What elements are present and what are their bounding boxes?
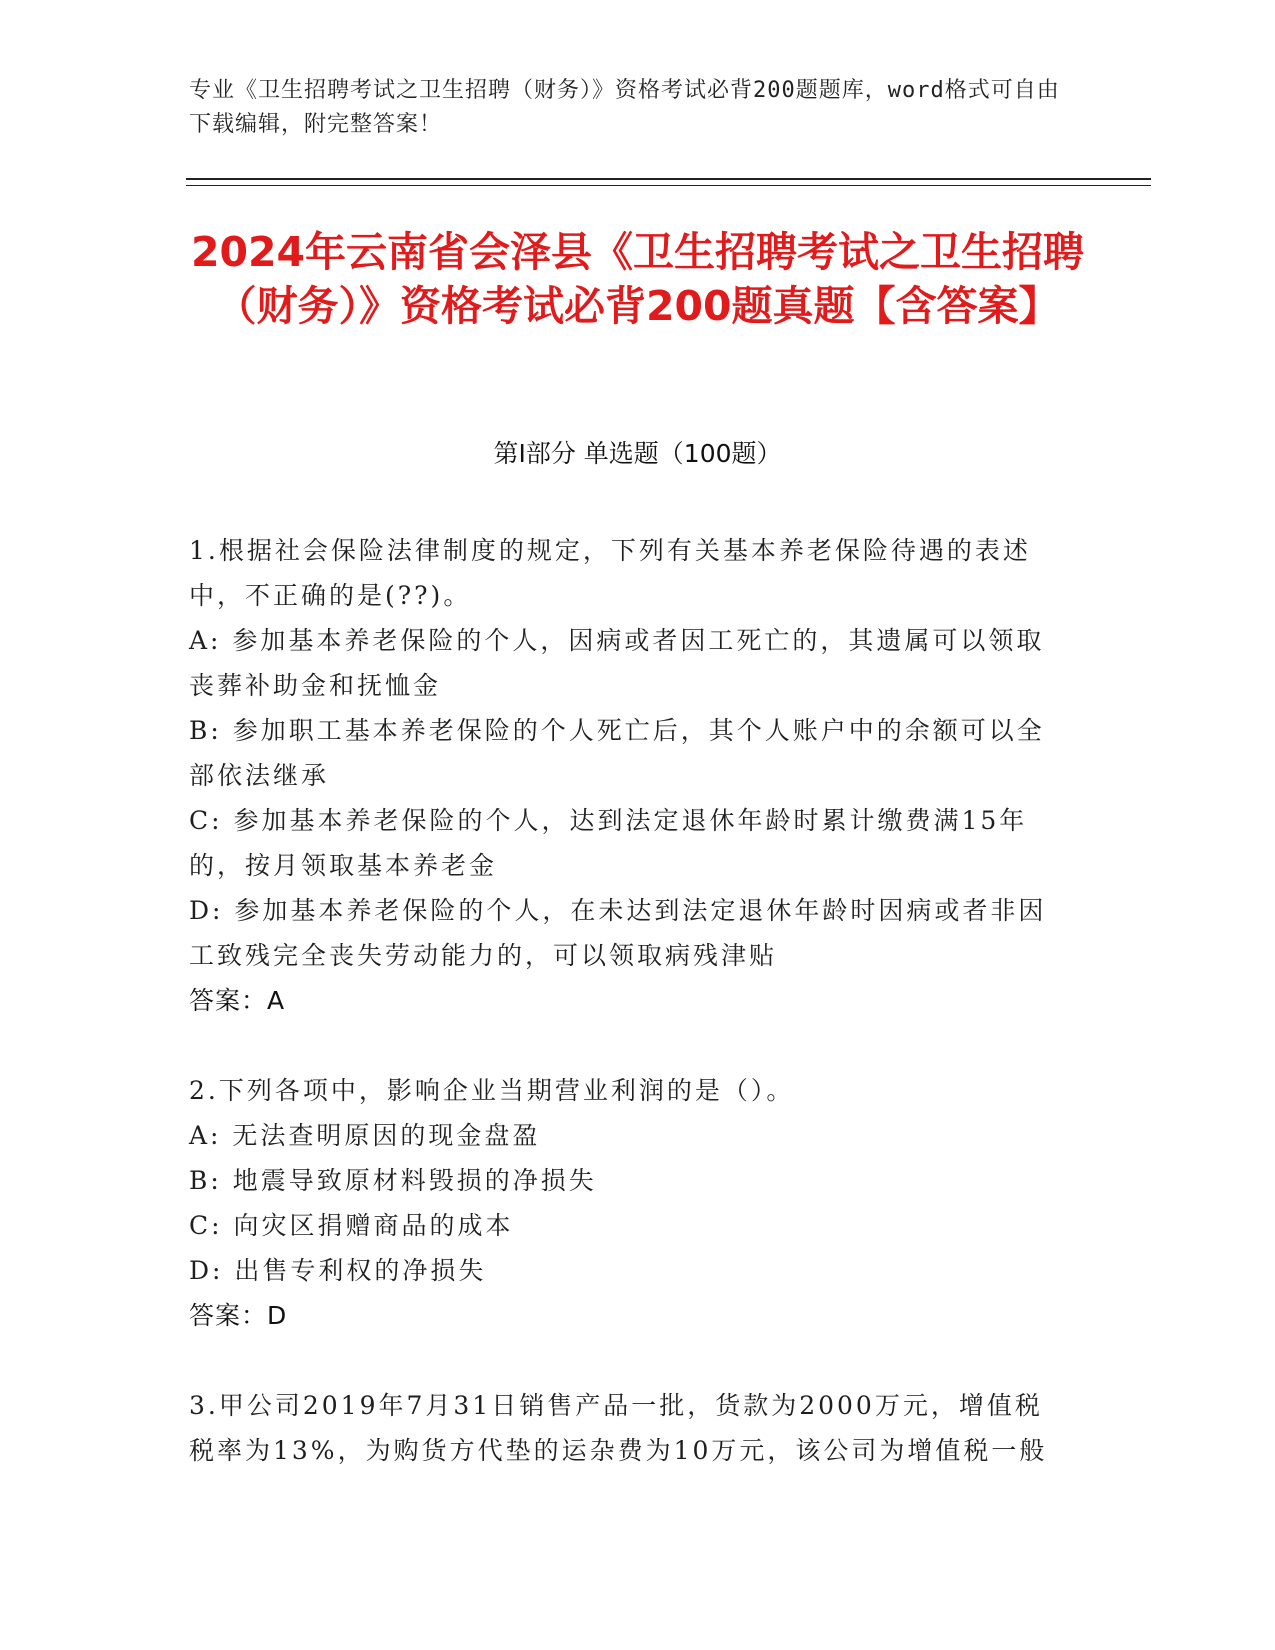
question-stem: 3.甲公司2019年7月31日销售产品一批，货款为2000万元，增值税税率为13%，为购货方代垫的运杂费为10万元，该公司为增值税一般 [189, 1391, 1048, 1465]
document-title: 2024年云南省会泽县《卫生招聘考试之卫生招聘（财务）》资格考试必背200题真题【含答案】 [190, 228, 1085, 330]
question-stem: 1.根据社会保险法律制度的规定，下列有关基本养老保险待遇的表述中，不正确的是(??)。 [189, 536, 1031, 610]
option-c: C: 参加基本养老保险的个人，达到法定退休年龄时累计缴费满15年的，按月领取基本养老金 [189, 806, 1028, 880]
header-divider-thin [186, 185, 1151, 186]
question-3 [189, 1383, 1069, 1473]
option-a: A: 无法查明原因的现金盘盈 [189, 1121, 541, 1150]
question-1 [189, 528, 1069, 1023]
answer-label: 答案：D [189, 1301, 288, 1330]
header-divider-thick [186, 178, 1151, 180]
option-d: D: 出售专利权的净损失 [189, 1256, 487, 1285]
option-a: A: 参加基本养老保险的个人，因病或者因工死亡的，其遗属可以领取丧葬补助金和抚恤金 [189, 626, 1045, 700]
option-c: C: 向灾区捐赠商品的成本 [189, 1211, 514, 1240]
option-b: B: 参加职工基本养老保险的个人死亡后，其个人账户中的余额可以全部依法继承 [189, 716, 1045, 790]
question-stem: 2.下列各项中，影响企业当期营业利润的是（）。 [189, 1076, 795, 1105]
question-list [189, 528, 1069, 1518]
option-b: B: 地震导致原材料毁损的净损失 [189, 1166, 597, 1195]
option-d: D: 参加基本养老保险的个人，在未达到法定退休年龄时因病或者非因工致残完全丧失劳动能力的，可以领取病残津贴 [189, 896, 1047, 970]
section-title: 第I部分 单选题（100题） [493, 439, 782, 468]
question-2 [189, 1068, 1069, 1338]
answer-label: 答案：A [189, 986, 286, 1015]
header-note: 专业《卫生招聘考试之卫生招聘（财务）》资格考试必背200题题库，word格式可自由下载编辑，附完整答案！ [189, 78, 1060, 137]
